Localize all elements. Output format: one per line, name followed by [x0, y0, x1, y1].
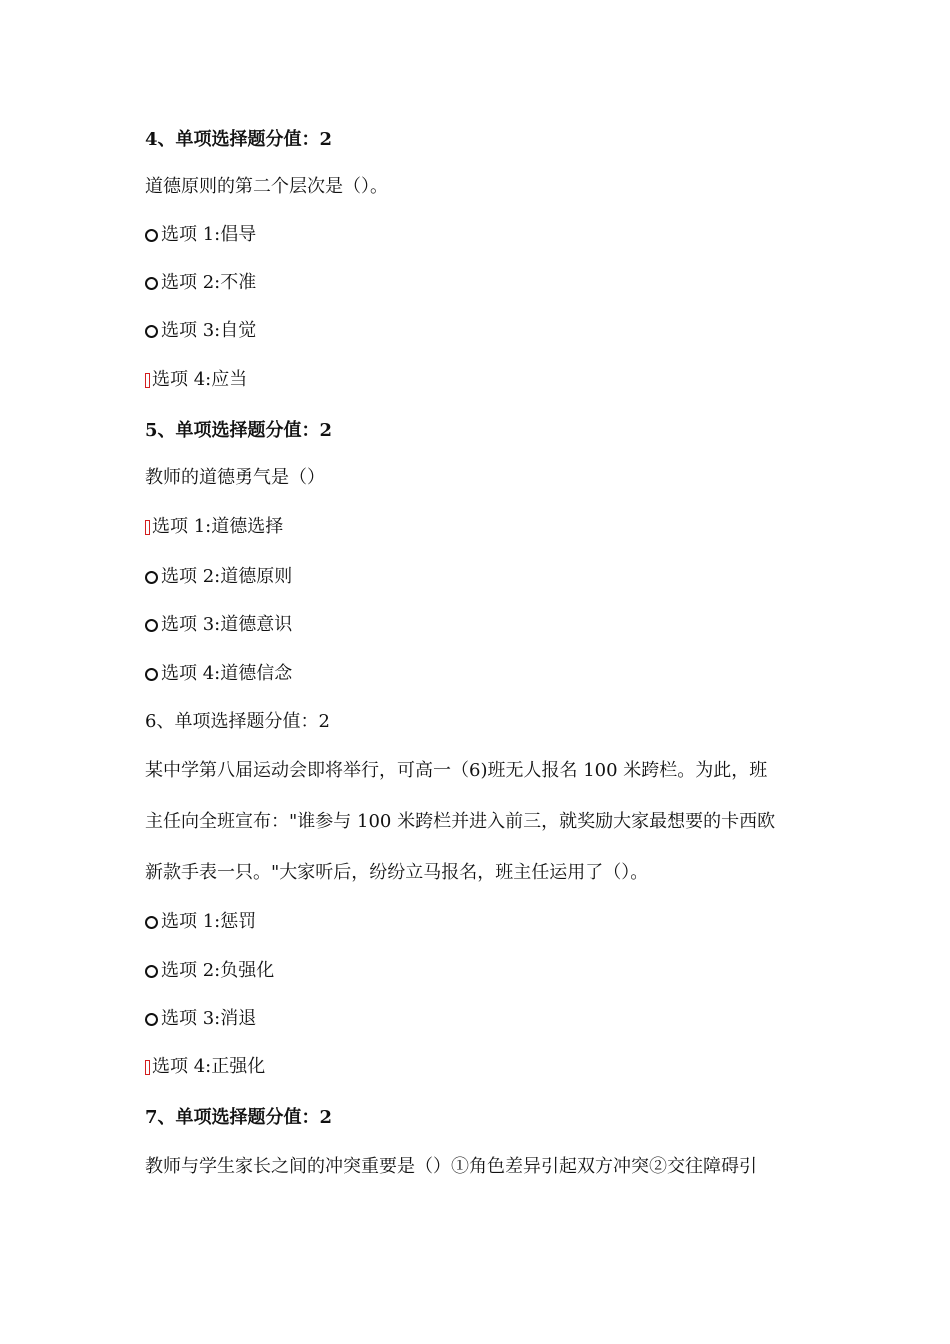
question-6-stem-line-3: 新款手表一只。"大家听后，纷纷立马报名，班主任运用了（）。 — [145, 862, 649, 883]
radio-unselected-icon[interactable] — [145, 571, 158, 584]
option-label: 选项 2:不准 — [161, 272, 257, 293]
question-6-option-1[interactable] — [145, 910, 256, 934]
selected-marker-icon[interactable] — [145, 520, 150, 535]
option-label: 选项 2:道德原则 — [161, 566, 293, 587]
question-7-header: 7、单项选择题分值：2 — [145, 1107, 333, 1128]
question-6-option-4[interactable] — [145, 1055, 265, 1079]
question-4-stem: 道德原则的第二个层次是（）。 — [145, 176, 388, 197]
question-4-option-3[interactable] — [145, 319, 256, 343]
question-6-stem-line-1: 某中学第八届运动会即将举行，可高一（6)班无人报名 100 米跨栏。为此，班 — [145, 760, 768, 781]
radio-unselected-icon[interactable] — [145, 668, 158, 681]
question-5-option-4[interactable] — [145, 662, 292, 686]
option-label: 选项 2:负强化 — [161, 960, 275, 981]
radio-unselected-icon[interactable] — [145, 619, 158, 632]
radio-unselected-icon[interactable] — [145, 229, 158, 242]
question-6-stem-line-2: 主任向全班宣布："谁参与 100 米跨栏并进入前三，就奖励大家最想要的卡西欧 — [145, 811, 776, 832]
option-label: 选项 1:道德选择 — [152, 516, 284, 537]
question-4-option-4[interactable] — [145, 368, 247, 392]
radio-unselected-icon[interactable] — [145, 965, 158, 978]
radio-unselected-icon[interactable] — [145, 1013, 158, 1026]
question-5-option-2[interactable] — [145, 565, 292, 589]
selected-marker-icon[interactable] — [145, 373, 150, 388]
question-6-option-3[interactable] — [145, 1007, 256, 1031]
option-label: 选项 3:自觉 — [161, 320, 257, 341]
radio-unselected-icon[interactable] — [145, 325, 158, 338]
question-5-option-1[interactable] — [145, 515, 283, 539]
option-label: 选项 4:正强化 — [152, 1056, 266, 1077]
question-6-header: 6、单项选择题分值：2 — [145, 711, 330, 732]
radio-unselected-icon[interactable] — [145, 277, 158, 290]
option-label: 选项 3:道德意识 — [161, 614, 293, 635]
question-5-option-3[interactable] — [145, 613, 292, 637]
option-label: 选项 1:倡导 — [161, 224, 257, 245]
option-label: 选项 4:道德信念 — [161, 663, 293, 684]
question-4-option-2[interactable] — [145, 271, 256, 295]
question-4-option-1[interactable] — [145, 223, 256, 247]
radio-unselected-icon[interactable] — [145, 916, 158, 929]
question-5-stem: 教师的道德勇气是（） — [145, 467, 325, 488]
question-4-header: 4、单项选择题分值：2 — [145, 129, 333, 150]
option-label: 选项 4:应当 — [152, 369, 248, 390]
question-5-header: 5、单项选择题分值：2 — [145, 420, 333, 441]
option-label: 选项 1:惩罚 — [161, 911, 257, 932]
selected-marker-icon[interactable] — [145, 1060, 150, 1075]
question-7-stem: 教师与学生家长之间的冲突重要是（）①角色差异引起双方冲突②交往障碍引 — [145, 1156, 757, 1177]
question-6-option-2[interactable] — [145, 959, 274, 983]
option-label: 选项 3:消退 — [161, 1008, 257, 1029]
